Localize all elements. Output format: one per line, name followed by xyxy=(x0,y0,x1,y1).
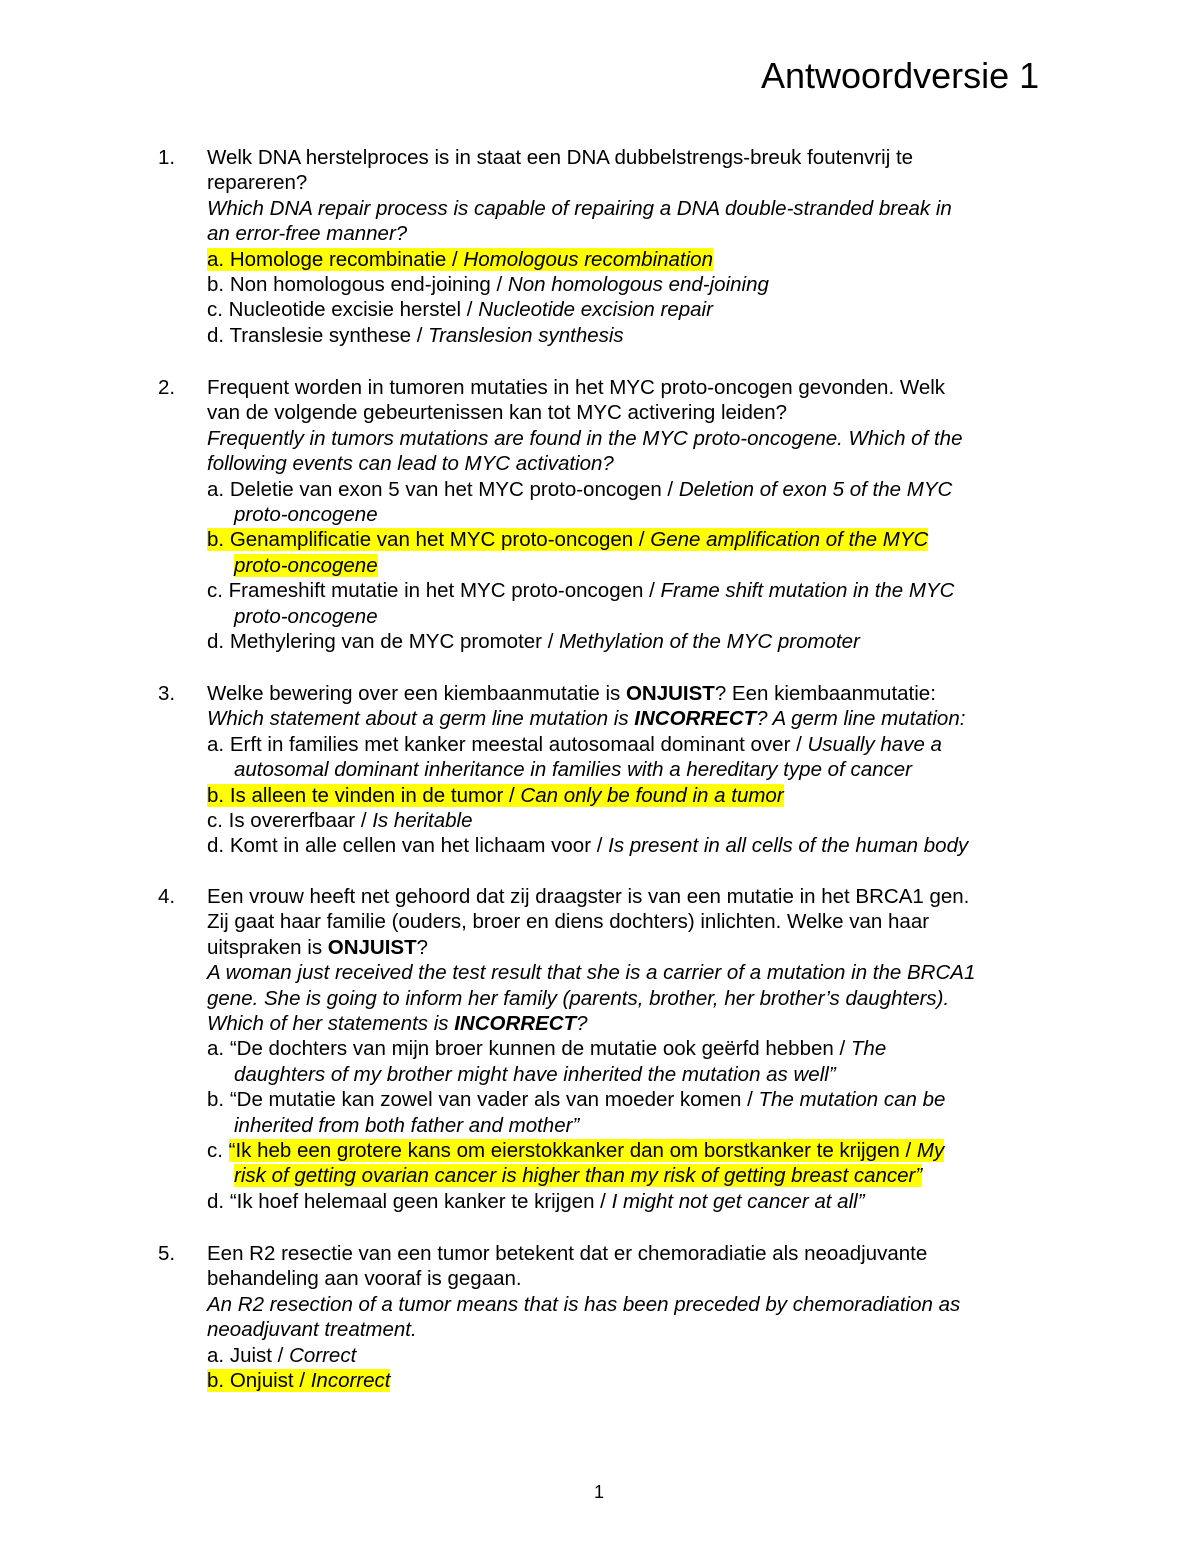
question-number: 1. xyxy=(158,146,176,169)
question-text-nl: Welke bewering over een kiembaanmutatie is ONJUIST? Een kiembaanmutatie: xyxy=(207,682,936,705)
page-title: Antwoordversie 1 xyxy=(761,55,1040,96)
question-text-en: gene. She is going to inform her family (parents, brother, her brother’s daughters). xyxy=(207,986,950,1010)
question-text-nl: Een R2 resectie van een tumor betekent dat er chemoradiatie als neoadjuvante xyxy=(207,1242,928,1265)
question-text-nl: Een vrouw heeft net gehoord dat zij draagster is van een mutatie in het BRCA1 gen. xyxy=(207,885,970,908)
answer-option-a: a. Homologe recombinatie / Homologous recombination xyxy=(207,247,713,271)
answer-option-b-cont: proto-oncogene xyxy=(234,553,378,577)
answer-option-d: d. “Ik hoef helemaal geen kanker te krijgen / I might not get cancer at all” xyxy=(207,1189,865,1213)
answer-option-b: b. Genamplificatie van het MYC proto-oncogen / Gene amplification of the MYC xyxy=(207,528,929,552)
question-text-en: neoadjuvant treatment. xyxy=(207,1318,417,1342)
answer-option-a: a. Erft in families met kanker meestal autosomaal dominant over / Usually have a xyxy=(207,732,942,756)
question-text-en: an error-free manner? xyxy=(207,222,408,246)
answer-option-b-cont: inherited from both father and mother” xyxy=(234,1113,580,1137)
answer-option-a-cont: autosomal dominant inheritance in families with a hereditary type of cancer xyxy=(234,758,912,782)
answer-option-a-cont: daughters of my brother might have inherited the mutation as well” xyxy=(234,1062,836,1086)
question-text-nl: repareren? xyxy=(207,171,308,195)
page-number: 1 xyxy=(594,1482,605,1502)
question-text-nl: van de volgende gebeurtenissen kan tot MYC activering leiden? xyxy=(207,401,788,425)
question-number: 4. xyxy=(158,885,176,908)
answer-option-b: b. “De mutatie kan zowel van vader als van moeder komen / The mutation can be xyxy=(207,1088,946,1112)
answer-option-b: b. Is alleen te vinden in de tumor / Can only be found in a tumor xyxy=(207,783,784,807)
answer-option-c: c. Frameshift mutatie in het MYC proto-oncogen / Frame shift mutation in the MYC xyxy=(207,579,955,603)
answer-option-a-cont: proto-oncogene xyxy=(234,502,378,526)
question-number: 2. xyxy=(158,376,176,399)
answer-option-d: d. Komt in alle cellen van het lichaam voor / Is present in all cells of the human body xyxy=(207,834,969,858)
question-text-en: An R2 resection of a tumor means that is has been preceded by chemoradiation as xyxy=(207,1292,961,1316)
answer-option-a: a. Deletie van exon 5 van het MYC proto-oncogen / Deletion of exon 5 of the MYC xyxy=(207,477,953,501)
answer-option-a: a. “De dochters van mijn broer kunnen de mutatie ook geërfd hebben / The xyxy=(207,1037,887,1061)
question-text-en: A woman just received the test result that she is a carrier of a mutation in the BRCA1 xyxy=(207,961,976,985)
question-text-nl: uitspraken is ONJUIST? xyxy=(207,935,429,959)
answer-option-a: a. Juist / Correct xyxy=(207,1343,357,1367)
question-text-nl: behandeling aan vooraf is gegaan. xyxy=(207,1267,522,1291)
answer-option-b: b. Onjuist / Incorrect xyxy=(207,1368,391,1392)
answer-option-c: c. “Ik heb een grotere kans om eierstokkanker dan om borstkanker te krijgen / My xyxy=(207,1138,945,1162)
answer-option-d: d. Translesie synthese / Translesion synthesis xyxy=(207,323,624,347)
question-text-en: Which statement about a germ line mutation is INCORRECT? A germ line mutation: xyxy=(207,707,966,731)
answer-option-d: d. Methylering van de MYC promoter / Methylation of the MYC promoter xyxy=(207,629,860,653)
answer-option-c: c. Is overerfbaar / Is heritable xyxy=(207,808,473,832)
question-text-en: following events can lead to MYC activation? xyxy=(207,452,614,476)
answer-option-c-cont: risk of getting ovarian cancer is higher than my risk of getting breast cancer” xyxy=(234,1164,923,1188)
answer-option-b: b. Non homologous end-joining / Non homologous end-joining xyxy=(207,272,769,296)
question-text-nl: Welk DNA herstelproces is in staat een DNA dubbelstrengs-breuk foutenvrij te xyxy=(207,146,914,169)
answer-option-c-cont: proto-oncogene xyxy=(234,604,378,628)
question-text-en: Which of her statements is INCORRECT? xyxy=(207,1011,588,1035)
question-number: 3. xyxy=(158,682,176,705)
question-text-en: Frequently in tumors mutations are found in the MYC proto-oncogene. Which of the xyxy=(207,426,963,450)
question-text-en: Which DNA repair process is capable of repairing a DNA double-stranded break in xyxy=(207,196,952,220)
question-text-nl: Zij gaat haar familie (ouders, broer en diens dochters) inlichten. Welke van haar xyxy=(207,910,930,934)
question-text-nl: Frequent worden in tumoren mutaties in het MYC proto-oncogen gevonden. Welk xyxy=(207,376,946,399)
question-number: 5. xyxy=(158,1242,176,1265)
answer-option-c: c. Nucleotide excisie herstel / Nucleotide excision repair xyxy=(207,298,713,322)
